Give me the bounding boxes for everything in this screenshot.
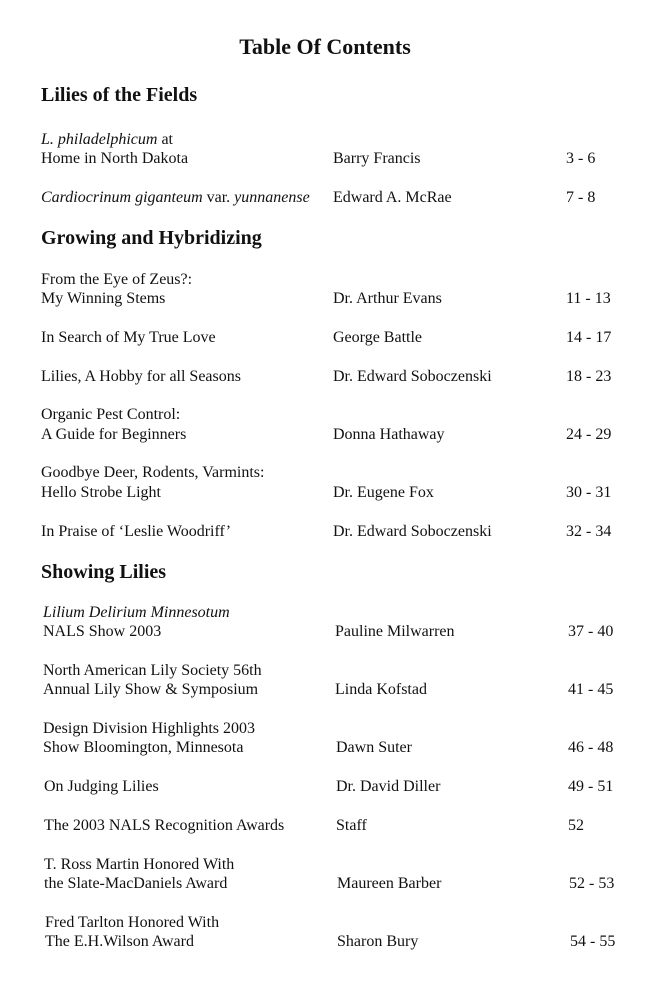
entry-pages: 30 - 31 — [566, 484, 612, 501]
entry-author: Dr. Eugene Fox — [333, 484, 434, 501]
entry-title-line2: Annual Lily Show & Symposium — [43, 681, 259, 698]
entry-title-line1: Lilium Delirium Minnesotum — [43, 604, 230, 621]
entry-title-line1: T. Ross Martin Honored With — [44, 856, 235, 873]
entry-title-line1 — [41, 130, 173, 150]
entry-title-line2: The E.H.Wilson Award — [45, 933, 194, 950]
entry-title-line1 — [41, 188, 310, 208]
entry-title-line1: On Judging Lilies — [44, 778, 159, 795]
entry-title-line1: The 2003 NALS Recognition Awards — [44, 817, 285, 834]
entry-author: Sharon Bury — [337, 933, 419, 950]
entry-title-line2: A Guide for Beginners — [41, 426, 187, 443]
entry-pages: 14 - 17 — [566, 329, 612, 346]
entry-author: Barry Francis — [333, 150, 421, 167]
entry-pages: 3 - 6 — [566, 150, 596, 167]
entry-pages: 49 - 51 — [568, 778, 614, 795]
entry-author: Linda Kofstad — [335, 681, 427, 698]
entry-pages: 46 - 48 — [568, 739, 614, 756]
entry-title-line1: Fred Tarlton Honored With — [45, 914, 220, 931]
entry-pages: 24 - 29 — [566, 426, 612, 443]
entry-author: George Battle — [333, 329, 423, 346]
entry-pages: 32 - 34 — [566, 523, 612, 540]
entry-title-line1: North American Lily Society 56th — [43, 662, 262, 679]
entry-title-line1: Organic Pest Control: — [41, 406, 181, 423]
entry-title-line1: In Search of My True Love — [41, 329, 216, 346]
entry-pages: 52 - 53 — [569, 875, 615, 892]
entry-title-italic: Cardiocrinum giganteum — [41, 189, 203, 206]
entry-author: Edward A. McRae — [333, 189, 452, 206]
entry-pages: 54 - 55 — [570, 933, 616, 950]
entry-title-line2: Hello Strobe Light — [41, 484, 161, 501]
entry-author: Staff — [336, 817, 367, 834]
toc-title: Table Of Contents — [239, 34, 411, 59]
entry-pages: 52 — [568, 817, 584, 834]
entry-author: Donna Hathaway — [333, 426, 445, 443]
entry-pages: 37 - 40 — [568, 623, 614, 640]
section-heading: Growing and Hybridizing — [41, 227, 262, 249]
entry-author: Dawn Suter — [336, 739, 412, 756]
entry-title-line1: Goodbye Deer, Rodents, Varmints: — [41, 464, 265, 481]
entry-title-line2: the Slate-MacDaniels Award — [44, 875, 228, 892]
entry-title-line1: From the Eye of Zeus?: — [41, 271, 193, 288]
section-heading: Showing Lilies — [41, 561, 167, 583]
entry-author: Pauline Milwarren — [335, 623, 455, 640]
entry-author: Dr. Arthur Evans — [333, 290, 442, 307]
entry-title-line1: Design Division Highlights 2003 — [43, 720, 256, 737]
entry-title-line1: In Praise of ‘Leslie Woodriff’ — [41, 523, 232, 540]
entry-title-line2: NALS Show 2003 — [43, 623, 162, 640]
entry-title-line2: My Winning Stems — [41, 290, 166, 307]
entry-title-line1: Lilies, A Hobby for all Seasons — [41, 368, 241, 385]
entry-pages: 7 - 8 — [566, 189, 596, 206]
entry-author: Maureen Barber — [337, 875, 442, 892]
entry-title-plain: var. — [202, 189, 235, 206]
section-heading: Lilies of the Fields — [41, 84, 198, 106]
entry-title-italic: yunnanense — [234, 189, 310, 206]
entry-title-italic: L. philadelphicum — [41, 131, 158, 148]
entry-title-line2: Home in North Dakota — [41, 150, 189, 167]
entry-pages: 11 - 13 — [566, 290, 611, 307]
entry-title-plain: at — [157, 131, 173, 148]
entry-author: Dr. Edward Soboczenski — [333, 523, 492, 540]
entry-author: Dr. David Diller — [336, 778, 441, 795]
entry-title-line2: Show Bloomington, Minnesota — [43, 739, 244, 756]
entry-pages: 18 - 23 — [566, 368, 612, 385]
entry-pages: 41 - 45 — [568, 681, 614, 698]
entry-author: Dr. Edward Soboczenski — [333, 368, 492, 385]
